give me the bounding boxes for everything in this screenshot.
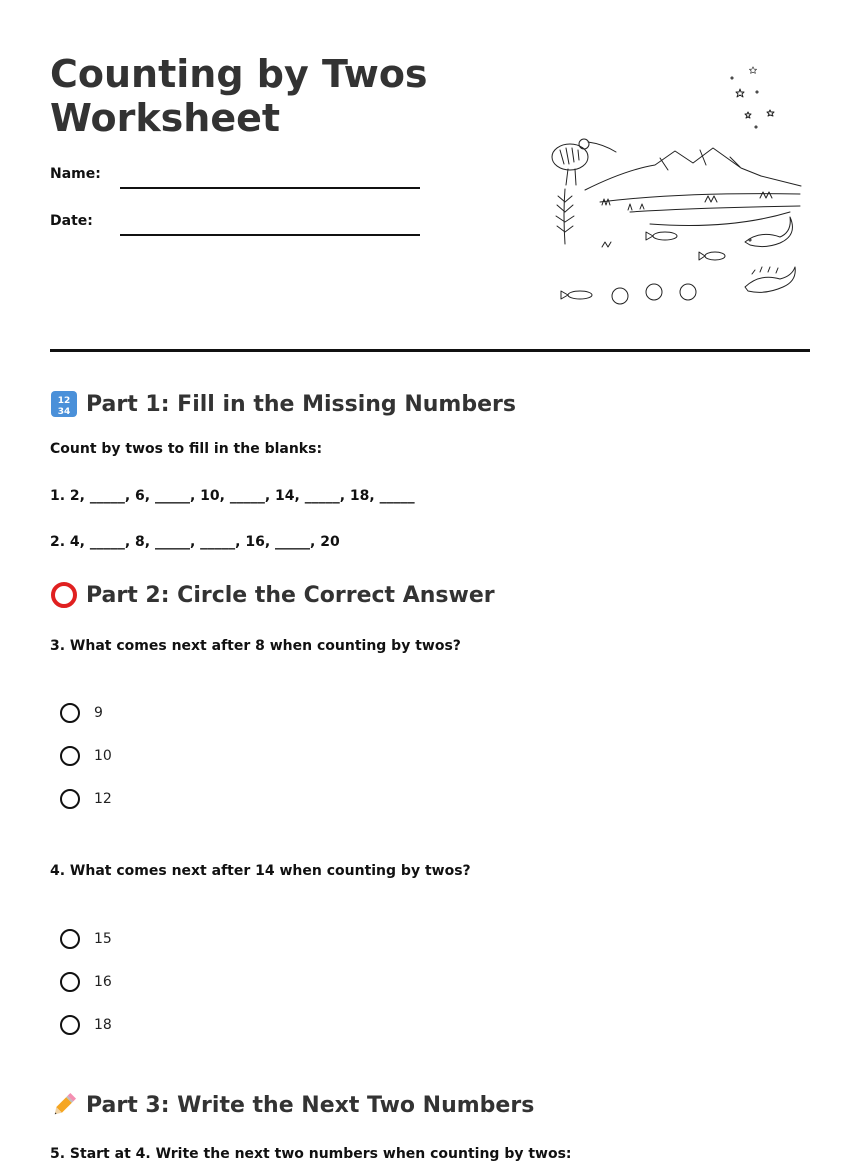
kiwi-bird-icon: [552, 139, 616, 185]
pencil-icon: [50, 1091, 78, 1119]
radio-circle[interactable]: [60, 929, 80, 949]
name-line[interactable]: [120, 187, 420, 189]
part2-heading: [50, 581, 495, 609]
grass-tufts-icon: [602, 192, 772, 247]
q4-option-3[interactable]: [60, 1015, 112, 1035]
question-2: 2. 4, _____, 8, _____, _____, 16, _____, 20: [50, 534, 340, 550]
title-line-1: Counting by Twos: [50, 52, 428, 96]
part1-instruction: Count by twos to fill in the blanks:: [50, 441, 323, 457]
option-label: 16: [94, 974, 112, 990]
nature-illustration: [540, 62, 815, 312]
part3-heading-text: Part 3: Write the Next Two Numbers: [86, 1092, 535, 1118]
svg-text:34: 34: [57, 407, 71, 417]
radio-circle[interactable]: [60, 746, 80, 766]
option-label: 9: [94, 705, 103, 721]
counting-circles-icon: [612, 284, 696, 304]
q4-option-1[interactable]: [60, 929, 112, 949]
option-label: 15: [94, 931, 112, 947]
fern-plant-icon: [556, 189, 574, 244]
question-4: 4. What comes next after 14 when counting by twos?: [50, 863, 471, 879]
red-circle-icon: [50, 581, 78, 609]
title-line-2: Worksheet: [50, 96, 281, 140]
part1-heading: [50, 390, 516, 418]
q4-option-2[interactable]: [60, 972, 112, 992]
numbers-1234-icon: [50, 390, 78, 418]
radio-circle[interactable]: [60, 703, 80, 723]
fish-icon: [561, 232, 725, 299]
question-5: 5. Start at 4. Write the next two numbers when counting by twos:: [50, 1146, 572, 1162]
option-label: 10: [94, 748, 112, 764]
question-1: 1. 2, _____, 6, _____, 10, _____, 14, _____, 18, _____: [50, 488, 415, 504]
part1-heading-text: Part 1: Fill in the Missing Numbers: [86, 391, 516, 417]
svg-text:12: 12: [57, 396, 71, 406]
date-line[interactable]: [120, 234, 420, 236]
section-divider: [50, 349, 810, 352]
radio-circle[interactable]: [60, 789, 80, 809]
q3-option-2[interactable]: [60, 746, 112, 766]
mountains-icon: [585, 148, 801, 226]
radio-circle[interactable]: [60, 1015, 80, 1035]
q3-option-3[interactable]: [60, 789, 112, 809]
option-label: 18: [94, 1017, 112, 1033]
name-label: Name:: [50, 166, 101, 182]
stars-icon: [731, 67, 774, 128]
part3-heading: [50, 1091, 534, 1119]
worksheet-title: [50, 52, 470, 140]
q3-option-1[interactable]: [60, 703, 103, 723]
question-3: 3. What comes next after 8 when counting by twos?: [50, 638, 461, 654]
date-label: Date:: [50, 213, 93, 229]
lizard-icon: [745, 217, 795, 292]
radio-circle[interactable]: [60, 972, 80, 992]
option-label: 12: [94, 791, 112, 807]
part2-heading-text: Part 2: Circle the Correct Answer: [86, 582, 495, 608]
